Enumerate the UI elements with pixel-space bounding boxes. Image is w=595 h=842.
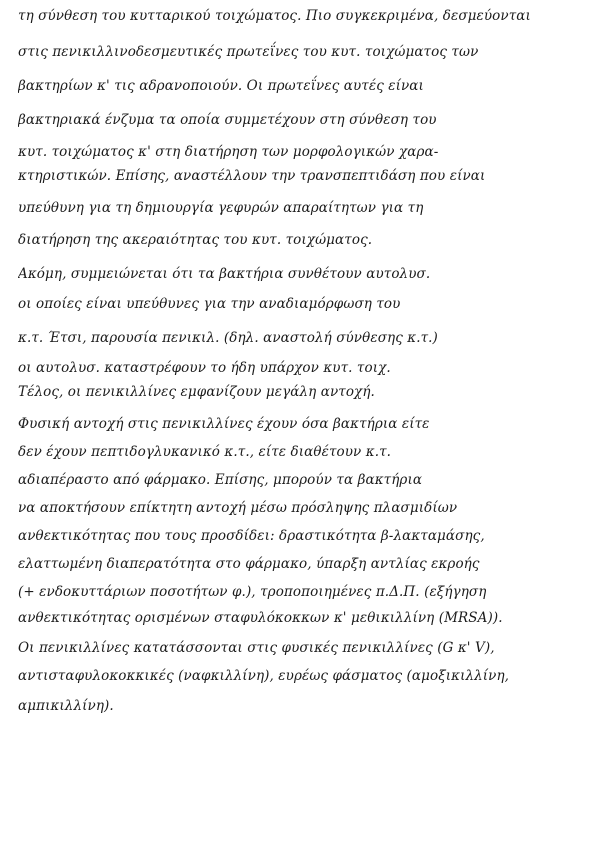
text-line: κυτ. τοιχώματος κ' στη διατήρηση των μορφολογικών χαρα- bbox=[18, 144, 439, 160]
text-line: στις πενικιλλινοδεσμευτικές πρωτεΐνες του κυτ. τοιχώματος των bbox=[18, 44, 479, 60]
text-line: οι αυτολυσ. καταστρέφουν το ήδη υπάρχον κυτ. τοιχ. bbox=[18, 360, 391, 376]
text-line: Τέλος, οι πενικιλλίνες εμφανίζουν μεγάλη αντοχή. bbox=[18, 384, 375, 400]
text-line: διατήρηση της ακεραιότητας του κυτ. τοιχώματος. bbox=[18, 232, 373, 248]
text-line: κ.τ. Έτσι, παρουσία πενικιλ. (δηλ. αναστολή σύνθεσης κ.τ.) bbox=[18, 330, 438, 346]
text-line: ανθεκτικότητας ορισμένων σταφυλόκοκκων κ' μεθικιλλίνη (MRSA)). bbox=[18, 610, 503, 626]
text-line: Ακόμη, συμμειώνεται ότι τα βακτήρια συνθέτουν αυτολυσ. bbox=[18, 266, 431, 282]
text-line: αμπικιλλίνη). bbox=[18, 698, 114, 714]
text-line: τη σύνθεση του κυτταρικού τοιχώματος. Πιο συγκεκριμένα, δεσμεύονται bbox=[18, 8, 531, 24]
text-line: δεν έχουν πεπτιδογλυκανικό κ.τ., είτε διαθέτουν κ.τ. bbox=[18, 444, 392, 460]
text-line: Οι πενικιλλίνες κατατάσσονται στις φυσικές πενικιλλίνες (G κ' V), bbox=[18, 640, 495, 656]
text-line: κτηριστικών. Επίσης, αναστέλλουν την τρανσπεπτιδάση που είναι bbox=[18, 168, 486, 184]
text-line: βακτηριακά ένζυμα τα οποία συμμετέχουν στη σύνθεση του bbox=[18, 112, 437, 128]
text-line: Φυσική αντοχή στις πενικιλλίνες έχουν όσα βακτήρια είτε bbox=[18, 416, 430, 432]
text-line: οι οποίες είναι υπεύθυνες για την αναδιαμόρφωση του bbox=[18, 296, 401, 312]
text-line: ανθεκτικότητας που τους προσδίδει: δραστικότητα β-λακταμάσης, bbox=[18, 528, 485, 544]
text-line: αντισταφυλοκοκκικές (ναφκιλλίνη), ευρέως φάσματος (αμοξικιλλίνη, bbox=[18, 668, 510, 684]
text-line: (+ ενδοκυττάριων ποσοτήτων φ.), τροποποιημένες π.Δ.Π. (εξήγηση bbox=[18, 584, 487, 600]
text-line: να αποκτήσουν επίκτητη αντοχή μέσω πρόσληψης πλασμιδίων bbox=[18, 500, 458, 516]
text-line: αδιαπέραστο από φάρμακο. Επίσης, μπορούν τα βακτήρια bbox=[18, 472, 423, 488]
text-line: ελαττωμένη διαπερατότητα στο φάρμακο, ύπαρξη αντλίας εκροής bbox=[18, 556, 480, 572]
text-line: υπεύθυνη για τη δημιουργία γεφυρών απαραίτητων για τη bbox=[18, 200, 424, 216]
text-line: βακτηρίων κ' τις αδρανοποιούν. Οι πρωτεΐνες αυτές είναι bbox=[18, 78, 424, 94]
